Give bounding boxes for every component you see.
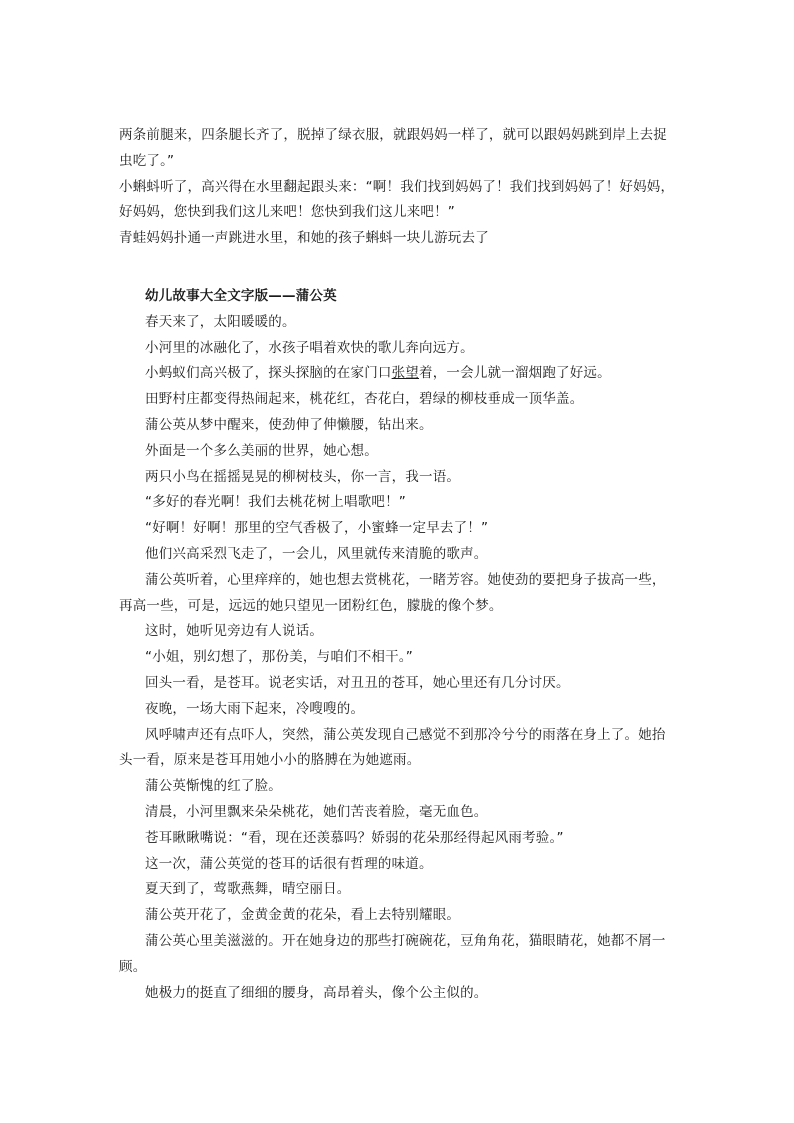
paragraph: “好啊！好啊！那里的空气香极了，小蜜蜂一定早去了！”	[145, 520, 489, 537]
paragraph	[119, 361, 679, 387]
paragraph-continuation: 头一看，原来是苍耳用她小小的胳膊在为她遮雨。	[119, 752, 421, 769]
intro-section	[119, 123, 679, 252]
paragraph: 蒲公英开花了，金黄金黄的花朵，看上去特别耀眼。	[145, 907, 461, 924]
paragraph: “多好的春光啊！我们去桃花树上唱歌吧！”	[145, 494, 406, 511]
paragraph: “小姐，别幻想了，那份美，与咱们不相干。”	[145, 649, 413, 666]
story-title: 幼儿故事大全文字版——蒲公英	[145, 288, 337, 304]
paragraph: 春天来了，太阳暖暖的。	[145, 313, 296, 330]
paragraph: 蒲公英惭愧的红了脸。	[145, 778, 282, 795]
intro-line-5: 青蛙妈妈扑通一声跳进水里，和她的孩子蝌蚪一块儿游玩去了	[119, 230, 489, 247]
paragraph: 小河里的冰融化了，水孩子唱着欢快的歌儿奔向远方。	[145, 339, 474, 356]
paragraph: 苍耳瞅瞅嘴说：“看，现在还羡慕吗？娇弱的花朵那经得起风雨考验。”	[145, 829, 564, 846]
paragraph: 外面是一个多么美丽的世界，她心想。	[145, 442, 378, 459]
paragraph: 清晨，小河里飘来朵朵桃花，她们苦丧着脸，毫无血色。	[145, 803, 488, 820]
paragraph-text: 小蚂蚁们高兴极了，探头探脑的在家门口	[145, 365, 392, 382]
paragraph: 风呼啸声还有点吓人，突然，蒲公英发现自己感觉不到那冷兮兮的雨落在身上了。她抬	[145, 726, 666, 743]
paragraph: 这一次，蒲公英觉的苍耳的话很有哲理的味道。	[145, 855, 433, 872]
intro-line-3: 小蝌蚪听了，高兴得在水里翻起跟头来：“啊！我们找到妈妈了！我们找到妈妈了！好妈妈，	[119, 178, 675, 195]
paragraph: 夜晚，一场大雨下起来，冷嗖嗖的。	[145, 700, 365, 717]
paragraph: 她极力的挺直了细细的腰身，高昂着头，像个公主似的。	[145, 984, 488, 1001]
intro-line-1: 两条前腿来，四条腿长齐了，脱掉了绿衣服，就跟妈妈一样了，就可以跟妈妈跳到岸上去捉	[119, 127, 667, 143]
intro-line-4: 好妈妈，您快到我们这儿来吧！您快到我们这儿来吧！”	[119, 204, 455, 221]
paragraph: 他们兴高采烈飞走了，一会儿，风里就传来清脆的歌声。	[145, 545, 488, 562]
paragraph-text: 着，一会儿就一溜烟跑了好远。	[419, 365, 611, 382]
story-section	[119, 284, 679, 1006]
paragraph: 夏天到了，莺歌燕舞，晴空丽日。	[145, 881, 351, 898]
paragraph: 蒲公英从梦中醒来，使劲伸了伸懒腰，钻出来。	[145, 416, 433, 433]
paragraph: 回头一看，是苍耳。说老实话，对丑丑的苍耳，她心里还有几分讨厌。	[145, 674, 570, 691]
paragraph: 两只小鸟在摇摇晃晃的柳树枝头，你一言，我一语。	[145, 468, 461, 485]
paragraph: 蒲公英听着，心里痒痒的，她也想去赏桃花，一睹芳容。她使劲的要把身子拔高一些，	[145, 571, 666, 588]
paragraph-continuation: 顾。	[119, 958, 147, 975]
paragraph: 蒲公英心里美滋滋的。开在她身边的那些打碗碗花，豆角角花，猫眼睛花，她都不屑一	[145, 932, 666, 949]
underlined-word: 张望	[391, 365, 420, 382]
paragraph-continuation: 再高一些，可是，远远的她只望见一团粉红色，朦胧的像个梦。	[119, 597, 503, 614]
intro-line-2: 虫吃了。”	[119, 152, 175, 169]
paragraph: 这时，她听见旁边有人说话。	[145, 623, 324, 640]
paragraph: 田野村庄都变得热闹起来，桃花红，杏花白，碧绿的柳枝垂成一顶华盖。	[145, 391, 584, 408]
